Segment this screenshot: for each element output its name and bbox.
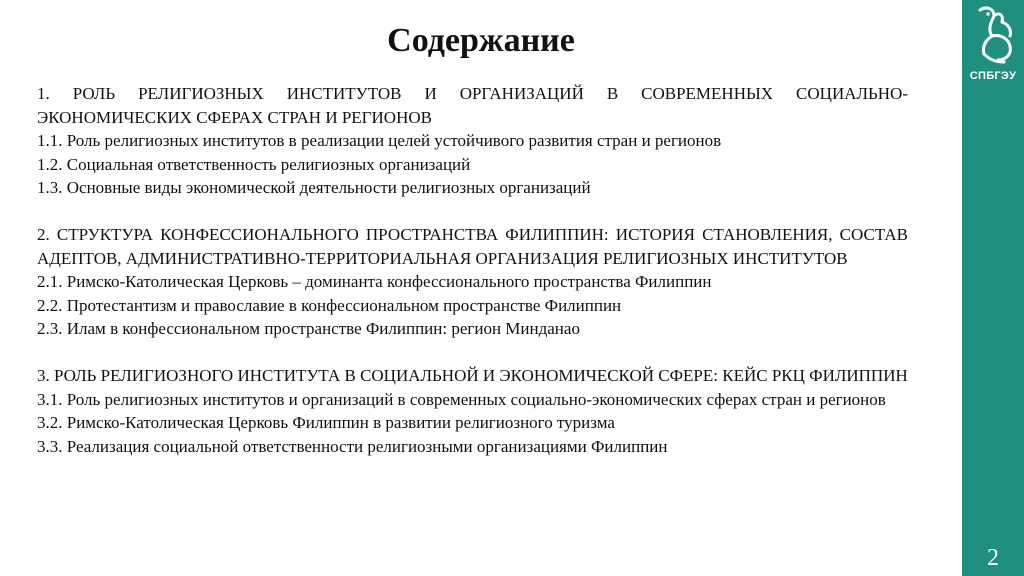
page-number: 2 <box>987 545 999 571</box>
table-of-contents <box>37 82 908 482</box>
toc-item: 2.3. Илам в конфессиональном пространстве Филиппин: регион Минданао <box>37 319 580 338</box>
toc-item: 3.1. Роль религиозных институтов и организаций в современных социально-экономических сферах стран и регионов <box>37 389 886 409</box>
toc-section-3 <box>37 364 908 458</box>
toc-section-2 <box>37 223 908 341</box>
toc-item: 1.2. Социальная ответственность религиозных организаций <box>37 154 471 174</box>
toc-section-heading: 3. РОЛЬ РЕЛИГИОЗНОГО ИНСТИТУТА В СОЦИАЛЬНОЙ И ЭКОНОМИЧЕСКОЙ СФЕРЕ: КЕЙС РКЦ ФИЛИППИН <box>37 366 908 385</box>
griffin-icon <box>968 4 1018 68</box>
toc-section-1 <box>37 82 908 200</box>
toc-item: 2.1. Римско-Католическая Церковь – доминанта конфессионального пространства Филиппин <box>37 272 712 291</box>
toc-item: 3.2. Римско-Католическая Церковь Филиппин в развитии религиозного туризма <box>37 413 615 432</box>
page-title: Содержание <box>387 22 575 59</box>
logo-text: СПБГЭУ <box>969 70 1017 82</box>
side-bar <box>962 0 1024 576</box>
toc-section-heading: 2. СТРУКТУРА КОНФЕССИОНАЛЬНОГО ПРОСТРАНСТВА ФИЛИППИН: ИСТОРИЯ СТАНОВЛЕНИЯ, СОСТАВ АДЕПТОВ, АДМИНИСТРАТИВНО-ТЕРРИТОРИАЛЬНАЯ ОРГАНИЗАЦИЯ РЕЛИГИОЗНЫХ ИНСТИТУТОВ <box>37 225 908 268</box>
toc-item: 3.3. Реализация социальной ответственности религиозными организациями Филиппин <box>37 436 668 456</box>
logo <box>962 0 1024 100</box>
toc-item: 1.3. Основные виды экономической деятельности религиозных организаций <box>37 178 591 197</box>
toc-item: 1.1. Роль религиозных институтов в реализации целей устойчивого развития стран и регионов <box>37 131 722 150</box>
toc-item: 2.2. Протестантизм и православие в конфессиональном пространстве Филиппин <box>37 295 622 315</box>
toc-section-heading: 1. РОЛЬ РЕЛИГИОЗНЫХ ИНСТИТУТОВ И ОРГАНИЗАЦИЙ В СОВРЕМЕННЫХ СОЦИАЛЬНО-ЭКОНОМИЧЕСКИХ СФЕРАХ СТРАН И РЕГИОНОВ <box>37 84 908 127</box>
